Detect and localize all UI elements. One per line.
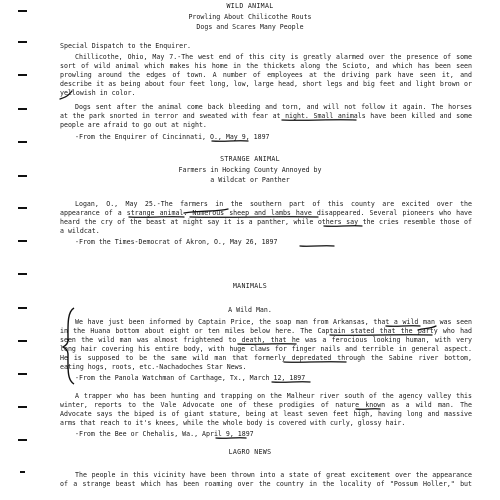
- article3-line: We have just been informed by Captain Price, the soap man from Arkansas, that a wild man was seen: [75, 318, 472, 326]
- margin-mark: [18, 340, 27, 342]
- article4-line: winter, reports to the Vale Advocate one of these prodigies of nature known as a wild man. The: [60, 401, 472, 409]
- margin-mark: [18, 74, 27, 76]
- handwritten-bracket: [62, 306, 76, 386]
- article2-title: STRANGE ANIMAL: [220, 155, 280, 163]
- margin-mark: [20, 471, 25, 473]
- article4-line: arms that reach to it's knees, while the whole body is covered with curly, glossy hair.: [60, 419, 406, 427]
- article1-dateline: Special Dispatch to the Enquirer.: [60, 42, 192, 50]
- article1-line: describe it as being about four feet long, low, large head, short legs and big feet and light brown or: [60, 80, 472, 88]
- article1-line: Chillicothe, Ohio, May 7.-The west end of this city is greatly alarmed over the presence of some: [75, 53, 472, 61]
- article3-source: -From the Panola Watchman of Carthage, Tx., March 12, 1897: [75, 374, 306, 382]
- article3-line: He is supposed to be the same wild man that formerly depredated through the Sabine river bottom,: [60, 354, 472, 362]
- margin-mark: [18, 439, 27, 441]
- article3-line: long hair covering his entire body, with huge claws for finger nails and terrible in general aspect.: [60, 345, 472, 353]
- margin-mark: [18, 406, 27, 408]
- article2-line: appearance of a strange animal. Numerous sheep and lambs have disappeared. Several pioneers who have: [60, 209, 472, 217]
- article5-line: The people in this vicinity have been thrown into a state of great excitement over the appearance: [75, 471, 472, 479]
- article3-line: in the Huana bottom about eight or ten miles below here. The Captain stated that the party who had: [60, 327, 472, 335]
- margin-mark: [18, 10, 27, 12]
- article2-subtitle-2: a Wildcat or Panther: [210, 176, 290, 184]
- pen-underline: [300, 246, 334, 247]
- article3-title: MANIMALS: [232, 282, 268, 290]
- article4-line: Advocate says the biped is of giant stature, being at least seven feet high, having long and massive: [60, 410, 472, 418]
- margin-mark: [18, 175, 27, 177]
- section-subtitle: Prowling About Chilicothe Routs: [188, 13, 312, 21]
- article1-line: people are afraid to go out at night.: [60, 121, 207, 129]
- article5-title: LAGRO NEWS: [228, 448, 272, 456]
- article1-line: at the park snorted in terror and sweated with fear at night. Small animals have been killed and some: [60, 112, 472, 120]
- margin-mark: [18, 108, 27, 110]
- article4-line: A trapper who has been hunting and trapping on the Malheur river south of the agency valley this: [75, 392, 472, 400]
- article2-line: heard the cry of the beast at night say it is a panther, while others say the cries resemble those of: [60, 218, 472, 226]
- margin-mark: [18, 373, 27, 375]
- margin-mark: [18, 207, 27, 209]
- article2-line: a wildcat.: [60, 227, 100, 235]
- margin-mark: [18, 273, 27, 275]
- article4-source: -From the Bee or Chehalis, Wa., April 9, 1897: [75, 430, 254, 438]
- margin-mark: [18, 41, 27, 43]
- section-title: WILD ANIMAL: [226, 2, 274, 10]
- article3-line: seen the wild man was almost frightened to death, that he was a ferocious looking human, with very: [60, 336, 472, 344]
- article1-source: -From the Enquirer of Cincinnati, O., May 9, 1897: [75, 133, 270, 141]
- article2-subtitle: Farmers in Hocking County Annoyed by: [178, 166, 322, 174]
- margin-mark: [18, 240, 27, 242]
- article1-line: yellowish in color.: [60, 89, 136, 97]
- article1-line: Dogs sent after the animal come back bleeding and torn, and will not follow it again. The horses: [75, 103, 472, 111]
- section-subtitle-2: Dogs and Scares Many People: [196, 23, 304, 31]
- article1-line: sort of wild animal which makes his home in the thickets along the Scioto, and which has been seen: [60, 62, 472, 70]
- margin-mark: [18, 307, 27, 309]
- margin-mark: [18, 141, 27, 143]
- article5-line: of a strange beast which has been roaming over the country in the locality of "Possum Holler," but: [60, 480, 472, 488]
- article1-line: prowling around the edges of town. A number of employees at the driving park have seen it, and: [60, 71, 472, 79]
- article3-subtitle: A Wild Man.: [228, 306, 272, 314]
- article2-line: Logan, O., May 25.-The farmers in the southern part of this county are excited over the: [75, 200, 472, 208]
- article2-source: -From the Times-Democrat of Akron, O., May 26, 1897: [75, 238, 278, 246]
- article3-line: eating hogs, roots, etc.-Nachadoches Star News.: [60, 363, 247, 371]
